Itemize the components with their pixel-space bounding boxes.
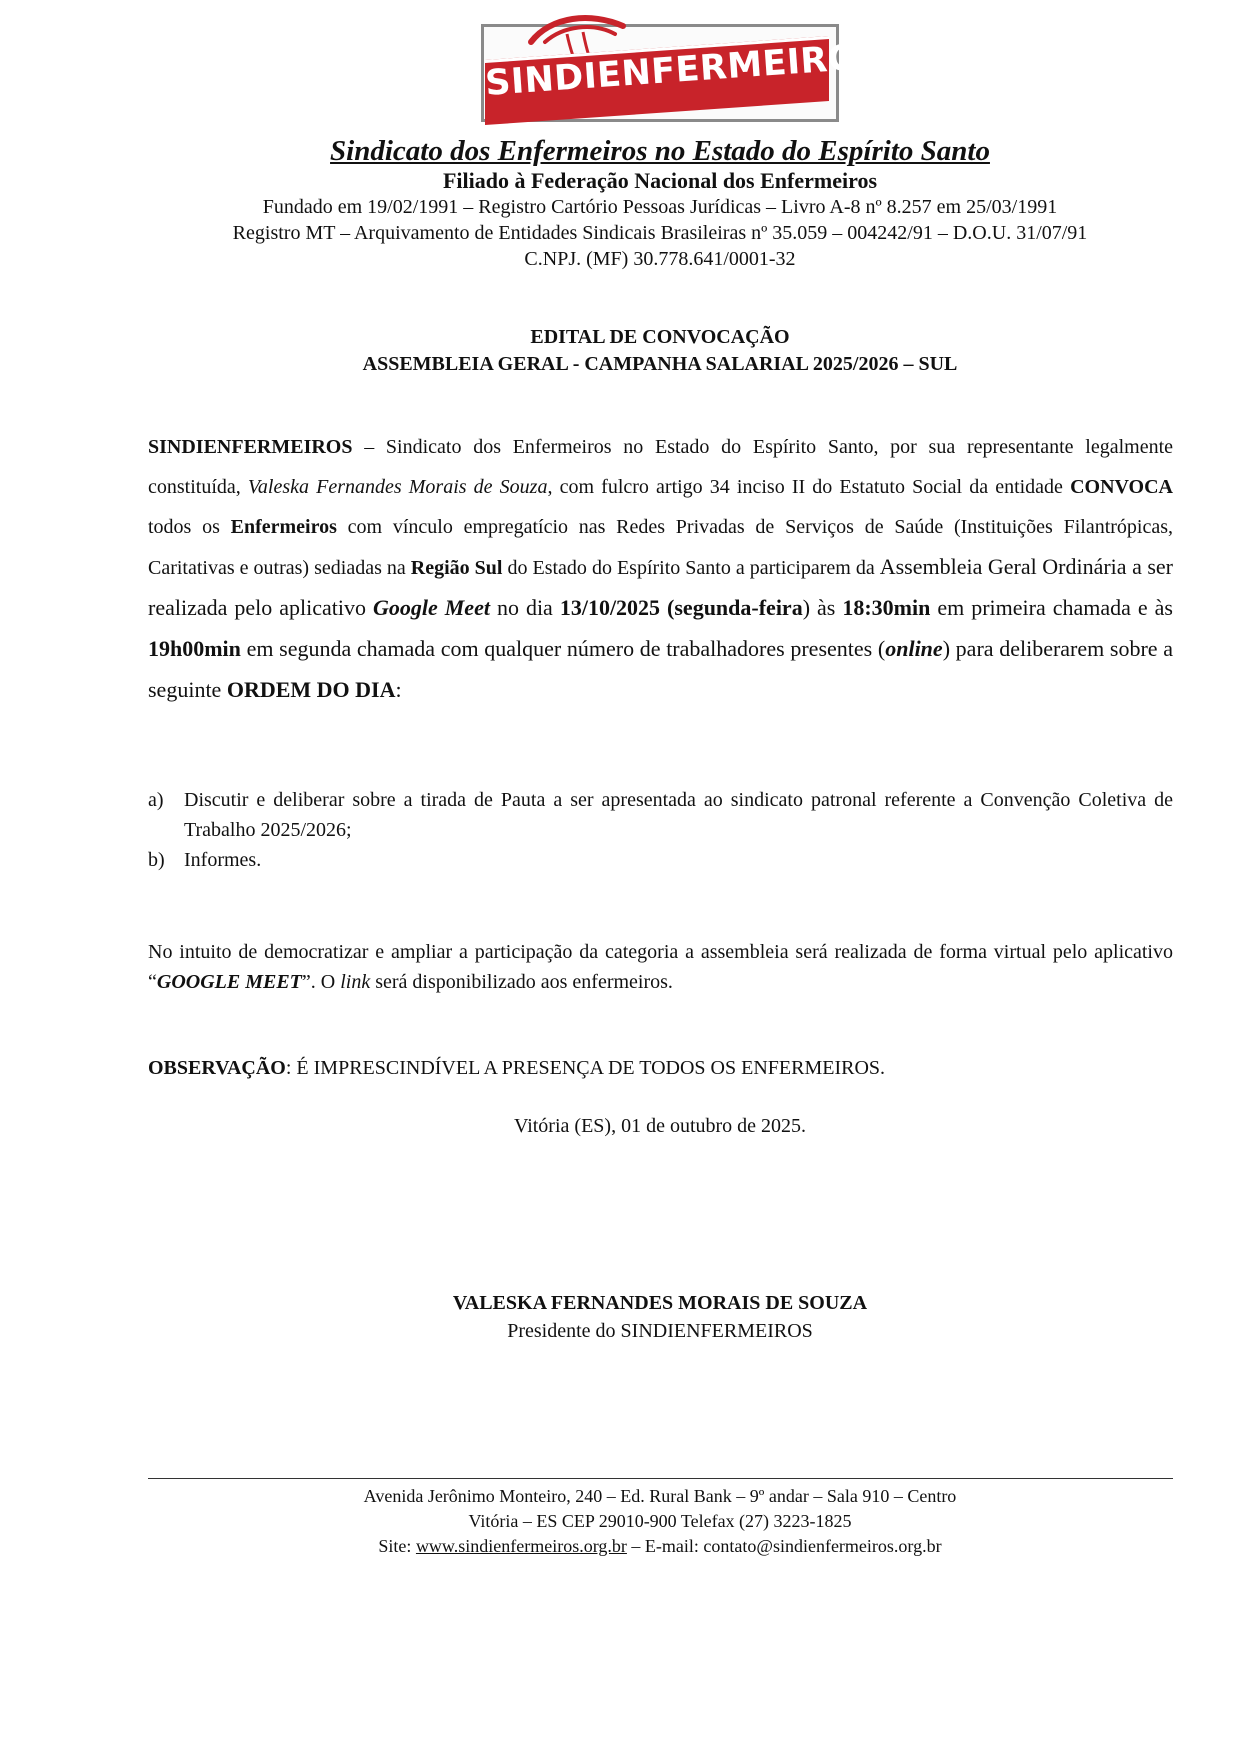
intuito-link: link	[340, 971, 371, 993]
agenda-marker: a)	[148, 789, 164, 811]
place-and-date: Vitória (ES), 01 de outubro de 2025.	[513, 1115, 807, 1137]
footer-email-label: – E-mail:	[626, 1536, 704, 1556]
edital-subtitle: ASSEMBLEIA GERAL - CAMPANHA SALARIAL 2025/2026 – SUL	[362, 353, 958, 375]
sindienfermeiros-logo	[481, 12, 886, 122]
footer-site-label: Site:	[378, 1536, 416, 1556]
observation	[148, 1057, 1173, 1080]
agenda-marker: b)	[148, 849, 165, 871]
intuito-text-3: será disponibilizado aos enfermeiros.	[370, 971, 673, 993]
body-text-4: com vínculo empregatício nas Redes Privadas de Serviços de Saúde (Instituições Filantrópicas, Caritativas e outras) sediadas na	[148, 516, 1174, 579]
logo-text: SINDIENFERMEIROS	[484, 36, 886, 104]
body-enfermeiros: Enfermeiros	[230, 516, 337, 538]
founding-registry: Fundado em 19/02/1991 – Registro Cartório Pessoas Jurídicas – Livro A-8 nº 8.257 em 25/03/1991	[262, 196, 1058, 218]
edital-title: EDITAL DE CONVOCAÇÃO	[530, 326, 790, 348]
footer-divider	[148, 1478, 1173, 1479]
body-text-5: do Estado do Espírito Santo a participarem da	[502, 557, 880, 579]
intuito-google-meet: GOOGLE MEET	[156, 971, 302, 993]
body-president-name: Valeska Fernandes Morais de Souza	[247, 476, 548, 498]
body-text-3: todos os	[148, 516, 231, 538]
body-text-7: no dia	[489, 595, 560, 620]
body-text-12: :	[395, 677, 402, 702]
body-regiao-sul: Região Sul	[410, 557, 503, 579]
agenda-item	[148, 845, 1173, 875]
body-text-1: – Sindicato dos Enfermeiros no Estado do Espírito Santo, por sua representante legalmente constituída,	[148, 436, 1173, 498]
body-text-10: em segunda chamada com qualquer número de trabalhadores presentes (	[240, 636, 886, 661]
body-text-11: ) para deliberarem sobre a seguinte	[148, 636, 1173, 702]
footer-city-phone: Vitória – ES CEP 29010-900 Telefax (27) 3223-1825	[468, 1511, 852, 1531]
union-name: Sindicato dos Enfermeiros no Estado do Espírito Santo	[330, 135, 990, 167]
footer-address: Avenida Jerônimo Monteiro, 240 – Ed. Rural Bank – 9º andar – Sala 910 – Centro	[363, 1486, 957, 1506]
body-union-acronym: SINDIENFERMEIROS	[148, 436, 353, 458]
mt-registry: Registro MT – Arquivamento de Entidades Sindicais Brasileiras nº 35.059 – 004242/91 – D.O.U. 31/07/91	[232, 222, 1088, 244]
intuito-text-2: ”. O	[301, 971, 341, 993]
signatory-role: Presidente do SINDIENFERMEIROS	[507, 1320, 813, 1342]
agenda-list	[148, 785, 1173, 875]
observation-text: : É IMPRESCINDÍVEL A PRESENÇA DE TODOS OS ENFERMEIROS.	[285, 1057, 886, 1079]
body-text-9: em primeira chamada e às	[930, 595, 1173, 620]
virtual-meeting-paragraph	[148, 937, 1173, 997]
body-text-8: ) às	[802, 595, 843, 620]
body-first-call-time: 18:30min	[842, 595, 931, 620]
body-second-call-time: 19h00min	[148, 636, 241, 661]
body-text-6: Assembleia Geral Ordinária a ser realizada pelo aplicativo	[148, 554, 1173, 620]
observation-label: OBSERVAÇÃO	[148, 1057, 286, 1079]
cnpj: C.NPJ. (MF) 30.778.641/0001-32	[524, 248, 796, 270]
body-meeting-date: 13/10/2025 (segunda-feira	[559, 595, 803, 620]
agenda-text: Discutir e deliberar sobre a tirada de Pauta a ser apresentada ao sindicato patronal referente a Convenção Coletiva de Trabalho 2025/2026;	[184, 789, 1173, 841]
intuito-text-1: No intuito de democratizar e ampliar a participação da categoria a assembleia será realizada de forma virtual pelo aplicativo “	[148, 941, 1173, 993]
footer-site-link[interactable]: www.sindienfermeiros.org.br	[415, 1536, 627, 1556]
body-google-meet: Google Meet	[372, 595, 490, 620]
footer-email[interactable]: contato@sindienfermeiros.org.br	[703, 1536, 942, 1556]
body-convoca: CONVOCA	[1070, 476, 1173, 498]
body-online: online	[885, 636, 943, 661]
signatory-name: VALESKA FERNANDES MORAIS DE SOUZA	[452, 1292, 868, 1314]
footer-contacts	[140, 1536, 1180, 1557]
agenda-text: Informes.	[184, 849, 262, 871]
body-text-2: , com fulcro artigo 34 inciso II do Estatuto Social da entidade	[547, 476, 1071, 498]
convocation-paragraph	[148, 427, 1173, 711]
affiliation: Filiado à Federação Nacional dos Enfermeiros	[442, 168, 878, 193]
body-ordem-do-dia: ORDEM DO DIA	[226, 677, 396, 702]
agenda-item	[148, 785, 1173, 845]
